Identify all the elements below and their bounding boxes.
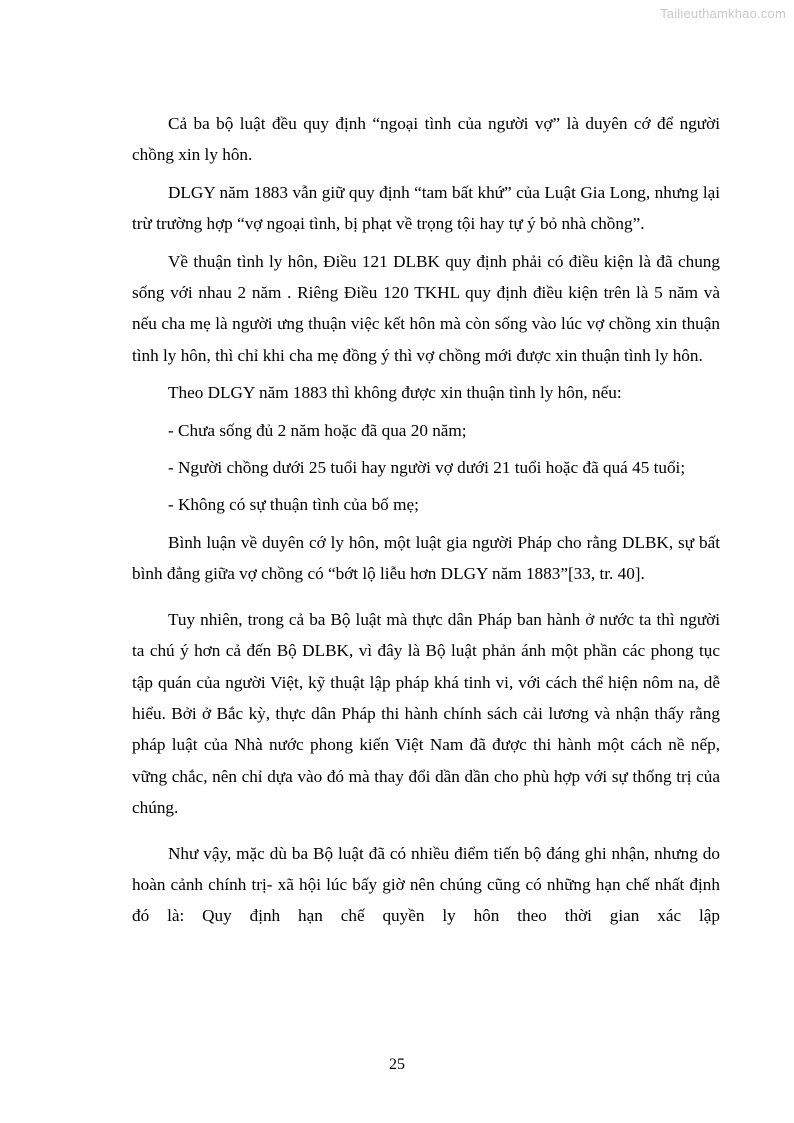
paragraph-6: Tuy nhiên, trong cả ba Bộ luật mà thực dân Pháp ban hành ở nước ta thì người ta chú ý hơn cả đến Bộ DLBK, vì đây là Bộ luật phản ánh một phần các phong tục tập quán của người Việt, kỹ thuật lập pháp khá tinh vi, với cách thể hiện nôm na, dễ hiểu. Bởi ở Bắc kỳ, thực dân Pháp thi hành chính sách cải lương và nhận thấy rằng pháp luật của Nhà nước phong kiến Việt Nam đã được thi hành một cách nề nếp, vững chắc, nên chỉ dựa vào đó mà thay đổi dần dần cho phù hợp với sự thống trị của chúng. [132, 609, 720, 818]
paragraph-2: DLGY năm 1883 vẫn giữ quy định “tam bất khứ” của Luật Gia Long, nhưng lại trừ trường hợp “vợ ngoại tình, bị phạt về trọng tội hay tự ý bỏ nhà chồng”. [132, 182, 720, 234]
paragraph-3: Về thuận tình ly hôn, Điều 121 DLBK quy định phải có điều kiện là đã chung sống với nhau 2 năm . Riêng Điều 120 TKHL quy định điều kiện trên là 5 năm và nếu cha mẹ là người ưng thuận việc kết hôn mà còn sống vào lúc vợ chồng xin thuận tình ly hôn, thì chỉ khi cha mẹ đồng ý thì vợ chồng mới được xin thuận tình ly hôn. [132, 251, 720, 365]
paragraph-1: Cả ba bộ luật đều quy định “ngoại tình của người vợ” là duyên cớ để người chồng xin ly hôn. [132, 114, 720, 165]
list-item-2: - Người chồng dưới 25 tuổi hay người vợ dưới 21 tuổi hoặc đã quá 45 tuổi; [168, 458, 686, 478]
list-item-3: - Không có sự thuận tình của bố mẹ; [168, 495, 419, 515]
watermark-text: Tailieuthamkhao.com [660, 6, 786, 21]
paragraph-7: Như vậy, mặc dù ba Bộ luật đã có nhiều điểm tiến bộ đáng ghi nhận, nhưng do hoàn cảnh chính trị- xã hội lúc bấy giờ nên chúng cũng có những hạn chế nhất định đó là: Quy định hạn chế quyền ly hôn theo thời gian xác lập [132, 843, 720, 926]
paragraph-5: Bình luận về duyên cớ ly hôn, một luật gia người Pháp cho rằng DLBK, sự bất bình đẳng giữa vợ chồng có “bớt lộ liễu hơn DLGY năm 1883”[33, tr. 40]. [132, 532, 720, 584]
page-number: 25 [389, 1056, 405, 1073]
paragraph-4: Theo DLGY năm 1883 thì không được xin thuận tình ly hôn, nếu: [168, 383, 622, 403]
list-item-1: - Chưa sống đủ 2 năm hoặc đã qua 20 năm; [168, 420, 467, 440]
page-body [132, 108, 720, 932]
